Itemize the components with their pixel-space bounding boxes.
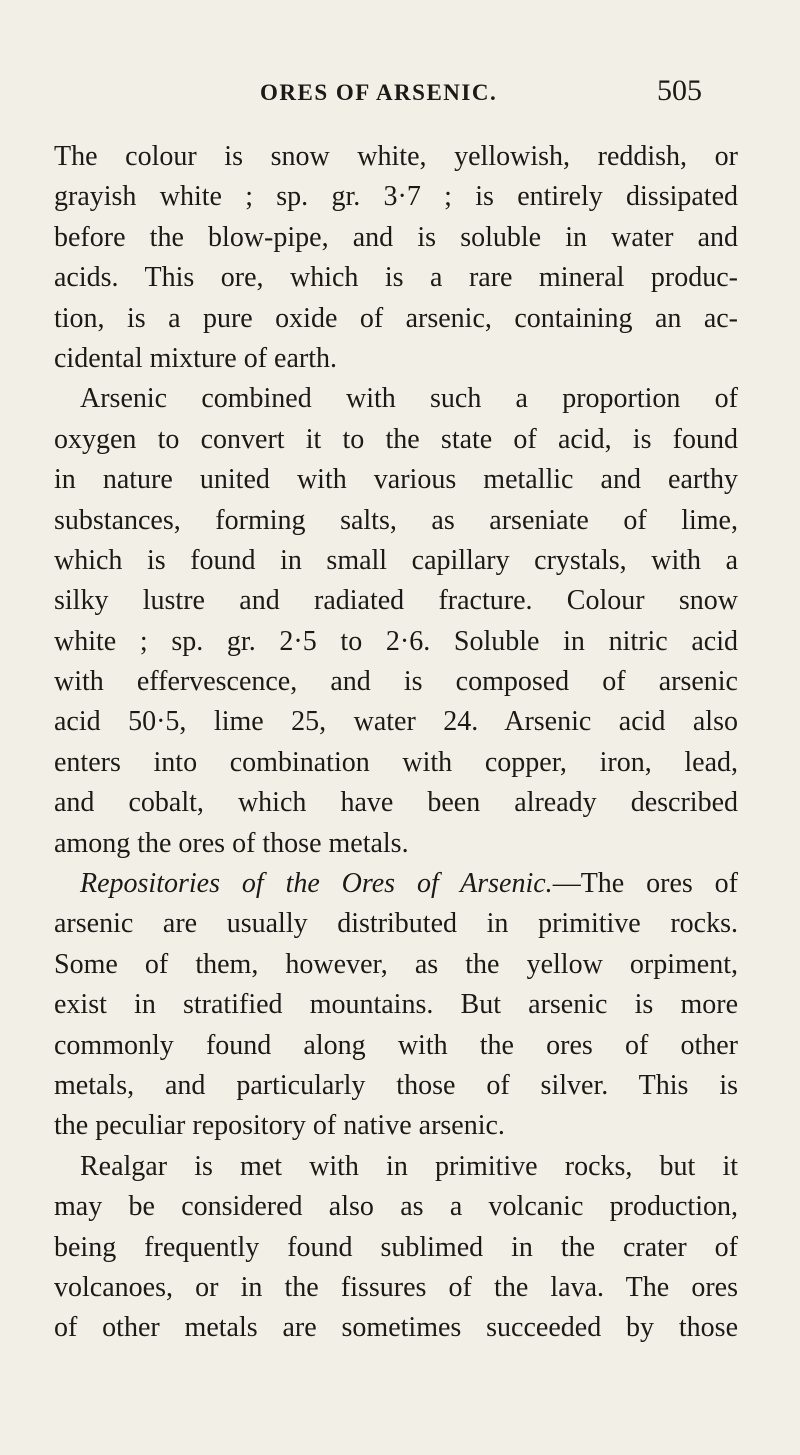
text-line: white ; sp. gr. 2·5 to 2·6. Soluble in nitric acid: [54, 625, 738, 657]
text-line: among the ores of those metals.: [54, 827, 409, 859]
text-line: arsenic are usually distributed in primitive rocks.: [54, 908, 738, 940]
text-line: Some of them, however, as the yellow orpiment,: [54, 948, 738, 980]
text-line: The colour is snow white, yellowish, reddish, or: [54, 141, 738, 172]
text-line: may be considered also as a volcanic production,: [54, 1191, 738, 1223]
text-line: being frequently found sublimed in the crater of: [54, 1231, 738, 1263]
text-line: and cobalt, which have been already described: [54, 787, 738, 819]
text-line: tion, is a pure oxide of arsenic, containing an ac-: [54, 302, 738, 334]
text-line: cidental mixture of earth.: [54, 342, 337, 374]
text-line: acids. This ore, which is a rare mineral produc-: [54, 262, 738, 294]
repositories-heading: Repositories of the Ores of Arsenic.: [80, 868, 553, 900]
text-line: commonly found along with the ores of other: [54, 1029, 738, 1061]
text-line: acid 50·5, lime 25, water 24. Arsenic acid also: [54, 706, 738, 738]
text-line: oxygen to convert it to the state of acid, is found: [54, 423, 738, 455]
running-title: ORES OF ARSENIC.: [260, 80, 498, 105]
text-line: silky lustre and radiated fracture. Colour snow: [54, 585, 738, 617]
body-text: [54, 137, 754, 1349]
text-line: with effervescence, and is composed of arsenic: [54, 666, 738, 698]
repositories-heading-line: [54, 864, 738, 904]
text-line: in nature united with various metallic and earthy: [54, 464, 738, 496]
text-line: substances, forming salts, as arseniate of lime,: [54, 504, 738, 536]
text-line: before the blow-pipe, and is soluble in water and: [54, 221, 738, 253]
text-line: exist in stratified mountains. But arsenic is more: [54, 989, 738, 1021]
text-line: which is found in small capillary crystals, with a: [54, 544, 738, 576]
text-line: Realgar is met with in primitive rocks, but it: [80, 1150, 738, 1182]
text-line: the peculiar repository of native arsenic.: [54, 1110, 505, 1142]
text-line: metals, and particularly those of silver. This is: [54, 1069, 738, 1101]
repositories-heading-rest: —The ores of: [552, 868, 738, 900]
text-line: enters into combination with copper, iron, lead,: [54, 746, 738, 778]
text-line: of other metals are sometimes succeeded by those: [54, 1312, 738, 1344]
text-line: grayish white ; sp. gr. 3·7 ; is entirely dissipated: [54, 181, 738, 213]
text-line: Arsenic combined with such a proportion of: [80, 383, 738, 415]
page-header: [0, 74, 800, 114]
page-number: 505: [657, 74, 702, 107]
text-line: volcanoes, or in the fissures of the lava. The ores: [54, 1271, 738, 1303]
